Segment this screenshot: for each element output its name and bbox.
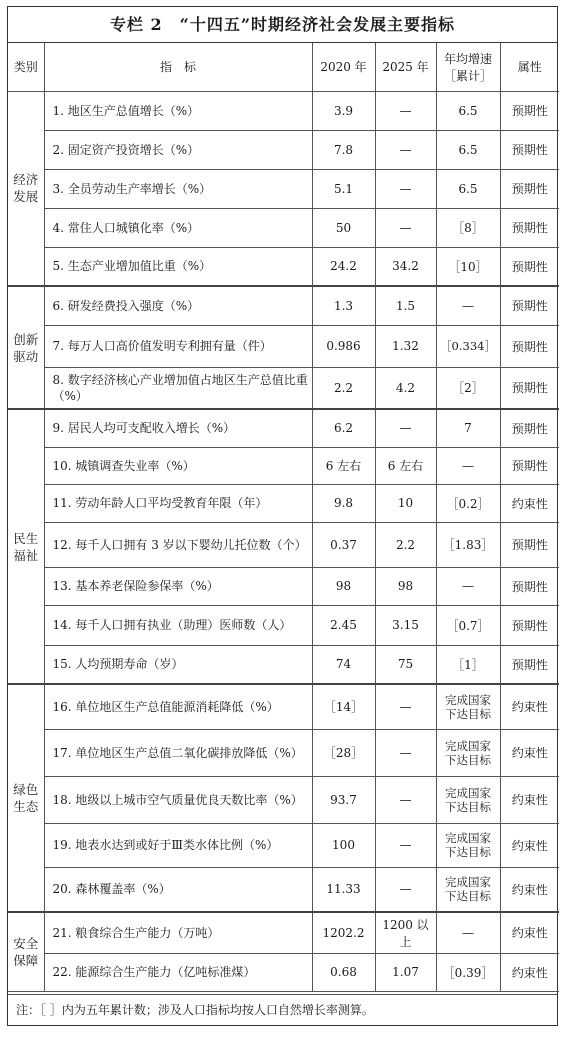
table-row	[8, 130, 559, 169]
indicator-cell: 13. 基本养老保险参保率（%）	[44, 567, 312, 605]
growth-cell: ［10］	[436, 247, 500, 286]
table-row	[8, 645, 559, 684]
attribute-cell: 预期性	[500, 91, 559, 130]
indicator-cell: 3. 全员劳动生产率增长（%）	[44, 169, 312, 208]
growth-cell: 完成国家下达目标	[436, 867, 500, 912]
indicator-cell: 21. 粮食综合生产能力（万吨）	[44, 912, 312, 953]
indicator-cell: 22. 能源综合生产能力（亿吨标准煤）	[44, 953, 312, 991]
value-2020-cell: ［28］	[312, 729, 375, 776]
table-row	[8, 867, 559, 912]
attribute-cell: 约束性	[500, 684, 559, 729]
attribute-cell: 预期性	[500, 208, 559, 247]
indicator-cell: 10. 城镇调查失业率（%）	[44, 447, 312, 484]
growth-cell: 6.5	[436, 169, 500, 208]
value-2020-cell: 7.8	[312, 130, 375, 169]
value-2025-cell: 6 左右	[375, 447, 436, 484]
header-indicator: 指 标	[44, 43, 312, 91]
attribute-cell: 约束性	[500, 912, 559, 953]
value-2025-cell: 2.2	[375, 522, 436, 567]
table-row	[8, 286, 559, 325]
value-2025-cell: 75	[375, 645, 436, 684]
indicator-cell: 16. 单位地区生产总值能源消耗降低（%）	[44, 684, 312, 729]
table-row	[8, 409, 559, 447]
value-2020-cell: 6.2	[312, 409, 375, 447]
growth-cell: ［0.334］	[436, 325, 500, 367]
category-cell: 安全保障	[8, 912, 44, 991]
attribute-cell: 预期性	[500, 130, 559, 169]
value-2025-cell: —	[375, 91, 436, 130]
value-2020-cell: 1202.2	[312, 912, 375, 953]
indicator-cell: 15. 人均预期寿命（岁）	[44, 645, 312, 684]
value-2020-cell: 0.986	[312, 325, 375, 367]
value-2025-cell: —	[375, 776, 436, 823]
header-2025: 2025 年	[375, 43, 436, 91]
category-cell: 绿色生态	[8, 684, 44, 912]
growth-cell: ［0.7］	[436, 605, 500, 645]
value-2020-cell: 11.33	[312, 867, 375, 912]
table-row	[8, 247, 559, 286]
value-2025-cell: —	[375, 867, 436, 912]
attribute-cell: 预期性	[500, 169, 559, 208]
indicator-cell: 4. 常住人口城镇化率（%）	[44, 208, 312, 247]
header-2020: 2020 年	[312, 43, 375, 91]
indicator-cell: 8. 数字经济核心产业增加值占地区生产总值比重（%）	[44, 367, 312, 409]
value-2025-cell: —	[375, 729, 436, 776]
table-row	[8, 484, 559, 522]
table-row	[8, 953, 559, 991]
value-2025-cell: 98	[375, 567, 436, 605]
growth-cell: ［0.2］	[436, 484, 500, 522]
attribute-cell: 预期性	[500, 522, 559, 567]
value-2020-cell: 3.9	[312, 91, 375, 130]
table-row	[8, 776, 559, 823]
indicator-cell: 2. 固定资产投资增长（%）	[44, 130, 312, 169]
value-2025-cell: 1.5	[375, 286, 436, 325]
table-row	[8, 823, 559, 867]
attribute-cell: 预期性	[500, 286, 559, 325]
indicator-cell: 1. 地区生产总值增长（%）	[44, 91, 312, 130]
attribute-cell: 预期性	[500, 447, 559, 484]
growth-cell: 完成国家下达目标	[436, 684, 500, 729]
header-attribute: 属性	[500, 43, 559, 91]
growth-cell: —	[436, 567, 500, 605]
table-row	[8, 208, 559, 247]
table-body	[8, 91, 559, 991]
value-2025-cell: —	[375, 208, 436, 247]
table-row	[8, 522, 559, 567]
value-2020-cell: 50	[312, 208, 375, 247]
indicator-cell: 5. 生态产业增加值比重（%）	[44, 247, 312, 286]
value-2025-cell: —	[375, 823, 436, 867]
category-cell: 创新驱动	[8, 286, 44, 409]
growth-cell: ［1］	[436, 645, 500, 684]
indicator-cell: 20. 森林覆盖率（%）	[44, 867, 312, 912]
value-2025-cell: 1.07	[375, 953, 436, 991]
header-row	[8, 43, 559, 91]
value-2020-cell: ［14］	[312, 684, 375, 729]
attribute-cell: 预期性	[500, 409, 559, 447]
table-row	[8, 729, 559, 776]
attribute-cell: 预期性	[500, 367, 559, 409]
table-title: 专栏 2 “十四五”时期经济社会发展主要指标	[8, 7, 557, 43]
value-2020-cell: 0.37	[312, 522, 375, 567]
value-2020-cell: 74	[312, 645, 375, 684]
value-2025-cell: —	[375, 684, 436, 729]
growth-cell: 完成国家下达目标	[436, 776, 500, 823]
indicator-cell: 11. 劳动年龄人口平均受教育年限（年）	[44, 484, 312, 522]
value-2025-cell: 3.15	[375, 605, 436, 645]
indicator-cell: 12. 每千人口拥有 3 岁以下婴幼儿托位数（个）	[44, 522, 312, 567]
growth-cell: —	[436, 447, 500, 484]
table-row	[8, 447, 559, 484]
value-2025-cell: —	[375, 130, 436, 169]
growth-cell: —	[436, 912, 500, 953]
value-2020-cell: 2.2	[312, 367, 375, 409]
growth-cell: —	[436, 286, 500, 325]
attribute-cell: 预期性	[500, 645, 559, 684]
table-row	[8, 325, 559, 367]
table-row	[8, 567, 559, 605]
table-row	[8, 605, 559, 645]
attribute-cell: 约束性	[500, 729, 559, 776]
table-row	[8, 169, 559, 208]
value-2020-cell: 2.45	[312, 605, 375, 645]
category-cell: 民生福祉	[8, 409, 44, 684]
header-category: 类别	[8, 43, 44, 91]
table-note: 注：［ ］内为五年累计数；涉及人口指标均按人口自然增长率测算。	[8, 994, 557, 1025]
growth-cell: 完成国家下达目标	[436, 729, 500, 776]
value-2020-cell: 6 左右	[312, 447, 375, 484]
value-2020-cell: 1.3	[312, 286, 375, 325]
attribute-cell: 约束性	[500, 953, 559, 991]
table-row	[8, 91, 559, 130]
value-2020-cell: 24.2	[312, 247, 375, 286]
growth-cell: 7	[436, 409, 500, 447]
attribute-cell: 预期性	[500, 567, 559, 605]
category-cell: 经济发展	[8, 91, 44, 286]
value-2020-cell: 98	[312, 567, 375, 605]
growth-cell: ［8］	[436, 208, 500, 247]
growth-cell: ［1.83］	[436, 522, 500, 567]
header-growth: 年均增速［累计］	[436, 43, 500, 91]
growth-cell: 6.5	[436, 130, 500, 169]
indicator-cell: 19. 地表水达到或好于Ⅲ类水体比例（%）	[44, 823, 312, 867]
indicator-cell: 9. 居民人均可支配收入增长（%）	[44, 409, 312, 447]
indicator-cell: 7. 每万人口高价值发明专利拥有量（件）	[44, 325, 312, 367]
growth-cell: 完成国家下达目标	[436, 823, 500, 867]
value-2025-cell: —	[375, 169, 436, 208]
value-2020-cell: 5.1	[312, 169, 375, 208]
indicator-cell: 18. 地级以上城市空气质量优良天数比率（%）	[44, 776, 312, 823]
table-row	[8, 912, 559, 953]
indicator-table	[8, 43, 559, 992]
value-2025-cell: —	[375, 409, 436, 447]
value-2025-cell: 1200 以上	[375, 912, 436, 953]
growth-cell: ［2］	[436, 367, 500, 409]
value-2025-cell: 34.2	[375, 247, 436, 286]
value-2020-cell: 0.68	[312, 953, 375, 991]
indicator-cell: 6. 研发经费投入强度（%）	[44, 286, 312, 325]
attribute-cell: 约束性	[500, 823, 559, 867]
value-2025-cell: 1.32	[375, 325, 436, 367]
growth-cell: 6.5	[436, 91, 500, 130]
value-2020-cell: 9.8	[312, 484, 375, 522]
attribute-cell: 约束性	[500, 776, 559, 823]
indicator-table-panel	[7, 6, 558, 1026]
indicator-cell: 14. 每千人口拥有执业（助理）医师数（人）	[44, 605, 312, 645]
attribute-cell: 约束性	[500, 867, 559, 912]
indicator-cell: 17. 单位地区生产总值二氧化碳排放降低（%）	[44, 729, 312, 776]
attribute-cell: 预期性	[500, 325, 559, 367]
value-2025-cell: 4.2	[375, 367, 436, 409]
table-row	[8, 684, 559, 729]
attribute-cell: 预期性	[500, 247, 559, 286]
value-2020-cell: 93.7	[312, 776, 375, 823]
table-row	[8, 367, 559, 409]
growth-cell: ［0.39］	[436, 953, 500, 991]
attribute-cell: 约束性	[500, 484, 559, 522]
value-2020-cell: 100	[312, 823, 375, 867]
value-2025-cell: 10	[375, 484, 436, 522]
attribute-cell: 预期性	[500, 605, 559, 645]
